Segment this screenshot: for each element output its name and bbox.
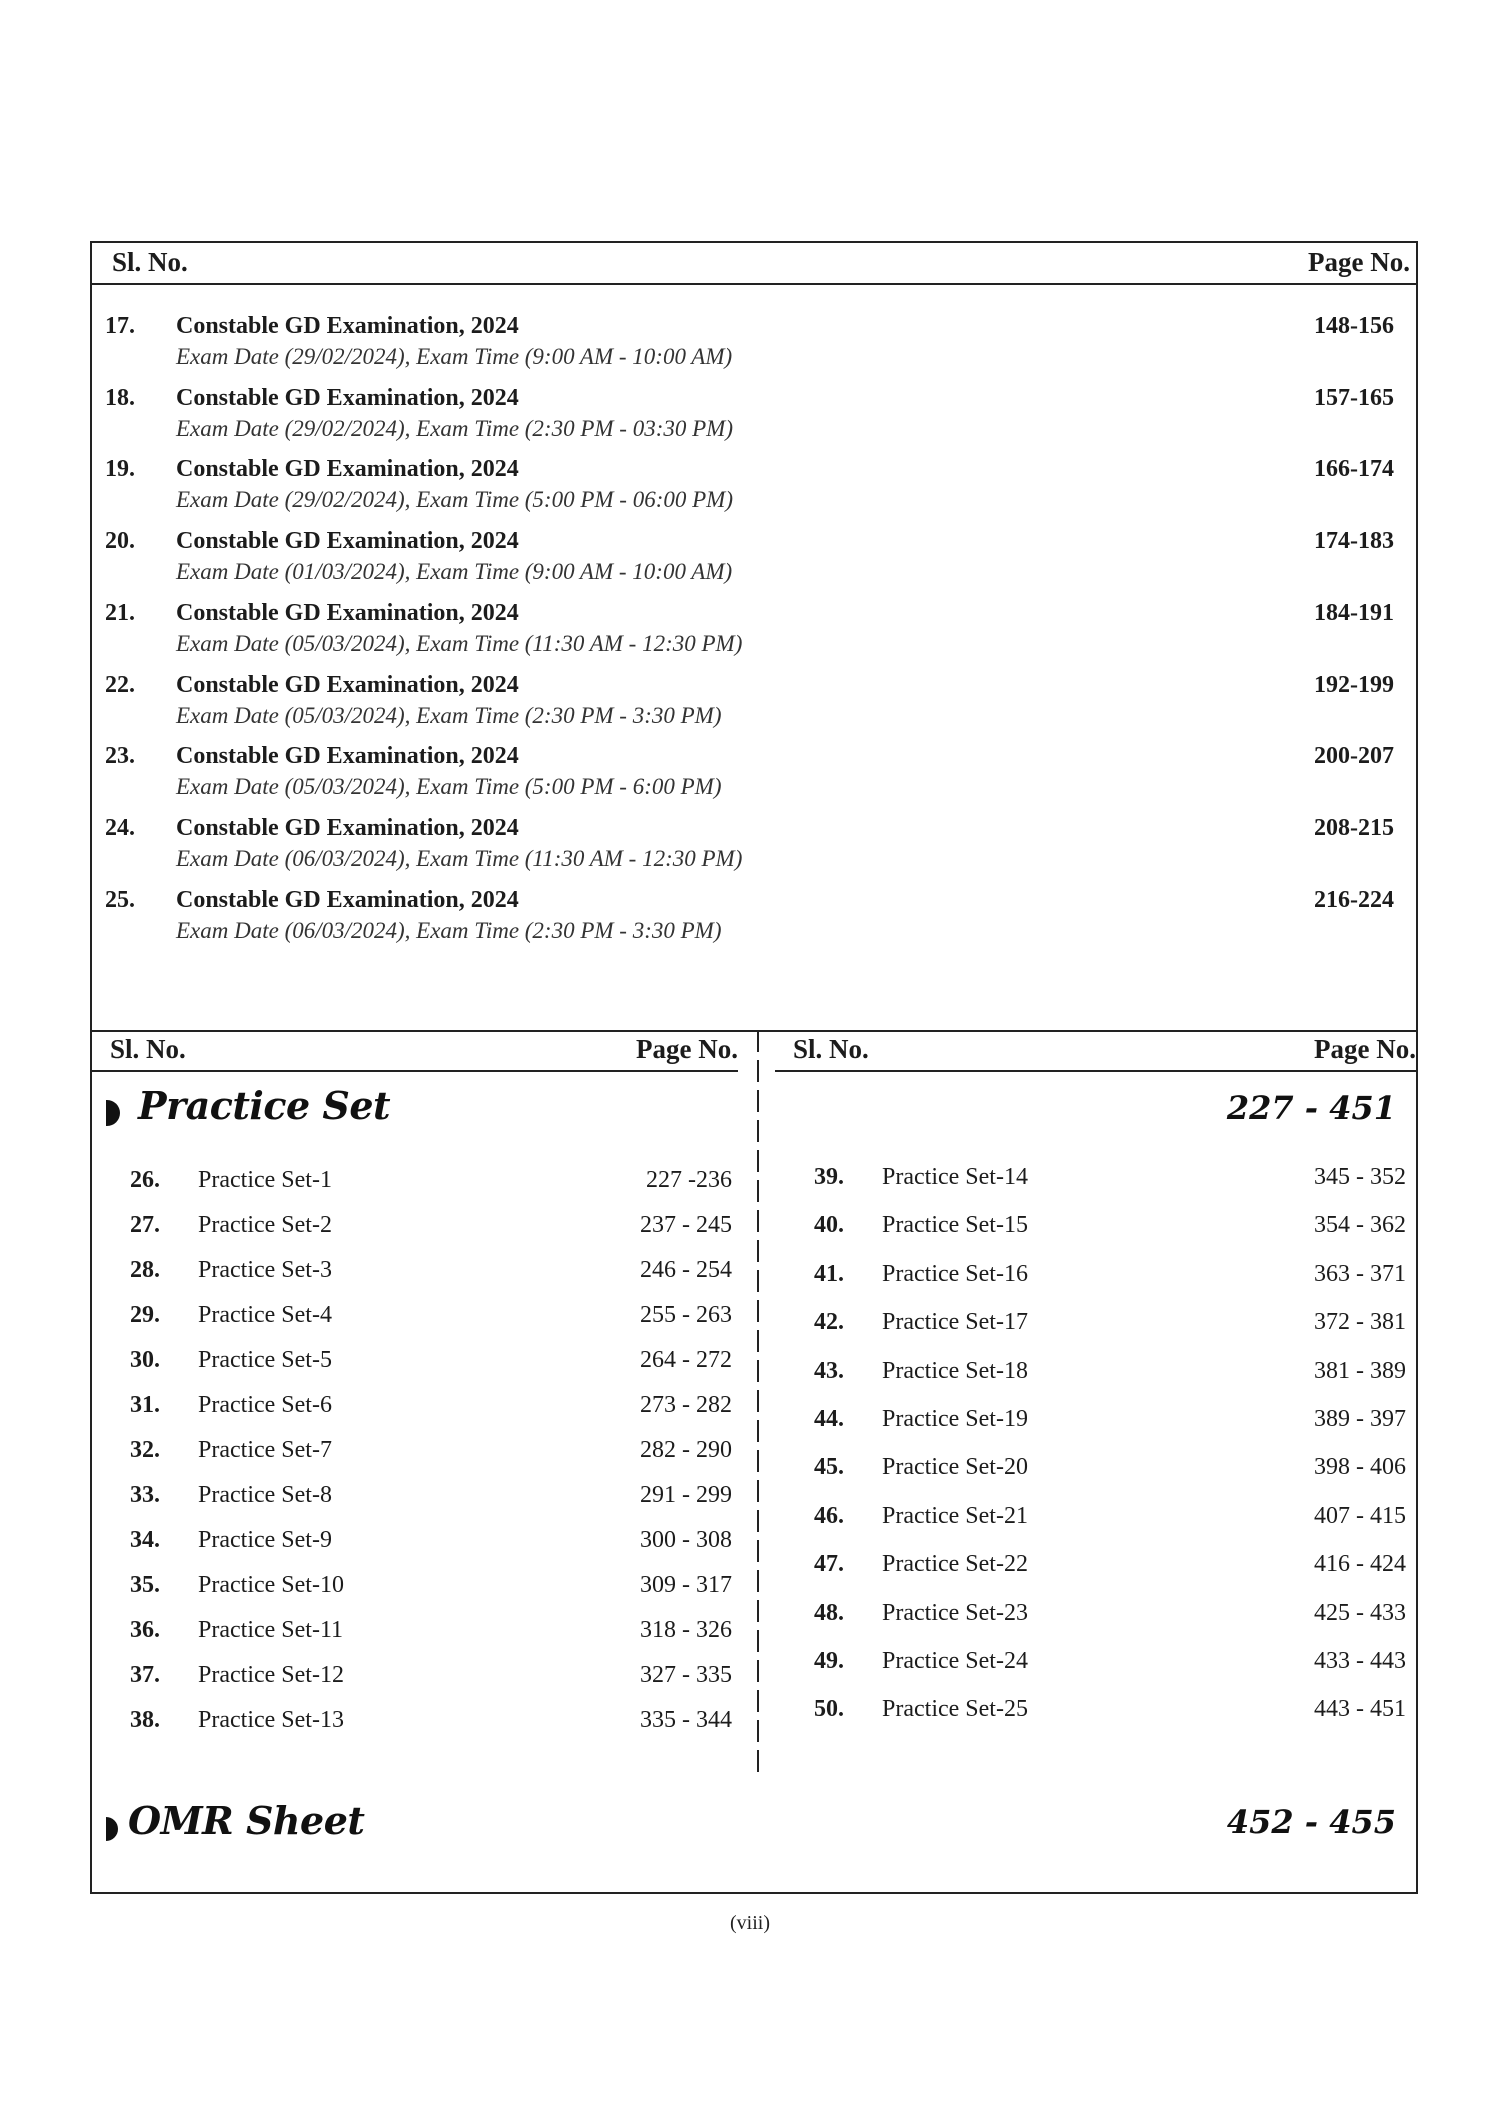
practice-set-pages: 433 - 443	[1314, 1648, 1406, 1674]
entry-number: 19.	[105, 456, 135, 483]
practice-set-pages: 264 - 272	[640, 1347, 732, 1373]
exam-entry	[92, 385, 1416, 455]
right-table-header	[775, 1030, 1416, 1072]
entry-number: 20.	[105, 528, 135, 555]
separator-dash	[757, 1210, 759, 1232]
sl-no-header: Sl. No.	[112, 247, 188, 277]
practice-set-row	[130, 1707, 732, 1743]
separator-dash	[757, 1060, 759, 1082]
practice-set-label: Practice Set-24	[882, 1648, 1028, 1674]
entry-title: Constable GD Examination, 2024	[176, 814, 519, 841]
page-no-header: Page No.	[636, 1034, 738, 1064]
entry-number: 18.	[105, 384, 135, 411]
practice-set-number: 34.	[130, 1527, 160, 1553]
practice-set-number: 27.	[130, 1212, 160, 1238]
practice-set-range: 227 - 451	[1226, 1089, 1396, 1127]
practice-set-pages: 443 - 451	[1314, 1696, 1406, 1723]
separator-dash	[757, 1630, 759, 1652]
practice-set-number: 44.	[814, 1406, 844, 1432]
practice-set-row	[814, 1551, 1406, 1587]
practice-set-label: Practice Set-9	[198, 1527, 332, 1553]
practice-set-pages: 282 - 290	[640, 1437, 732, 1463]
practice-set-number: 32.	[130, 1437, 160, 1463]
practice-set-number: 30.	[130, 1347, 160, 1373]
practice-set-row	[130, 1662, 732, 1698]
entry-title: Constable GD Examination, 2024	[176, 599, 519, 626]
separator-dash	[757, 1420, 759, 1442]
exam-entry	[92, 815, 1416, 885]
entry-subtitle: Exam Date (01/03/2024), Exam Time (9:00 AM - 10:00 AM)	[176, 559, 733, 585]
practice-set-label: Practice Set-2	[198, 1212, 332, 1238]
practice-set-label: Practice Set-8	[198, 1482, 332, 1508]
practice-set-number: 33.	[130, 1482, 160, 1508]
practice-set-pages: 309 - 317	[640, 1572, 732, 1598]
entry-subtitle: Exam Date (05/03/2024), Exam Time (5:00 PM - 6:00 PM)	[176, 774, 722, 800]
practice-set-label: Practice Set-14	[882, 1164, 1028, 1190]
separator-dash	[757, 1690, 759, 1712]
practice-set-label: Practice Set-3	[198, 1257, 332, 1283]
practice-set-pages: 227 -236	[646, 1167, 732, 1193]
entry-number: 24.	[105, 814, 135, 841]
practice-set-row	[814, 1358, 1406, 1394]
entry-pages: 208-215	[1314, 814, 1394, 841]
separator-dash	[757, 1390, 759, 1412]
entry-pages: 200-207	[1314, 743, 1394, 770]
practice-set-row	[130, 1572, 732, 1608]
practice-set-label: Practice Set-23	[882, 1599, 1028, 1626]
separator-dash	[757, 1720, 759, 1742]
practice-set-label: Practice Set-21	[882, 1502, 1028, 1529]
sl-no-header: Sl. No.	[110, 1034, 186, 1064]
separator-dash	[757, 1600, 759, 1622]
entry-pages: 184-191	[1314, 599, 1394, 626]
page-no-header: Page No.	[1314, 1034, 1416, 1064]
exam-table	[90, 241, 1418, 1031]
practice-set-row	[814, 1212, 1406, 1248]
practice-set-label: Practice Set-19	[882, 1406, 1028, 1432]
page-no-header: Page No.	[1308, 247, 1410, 277]
exam-entry	[92, 528, 1416, 598]
practice-set-pages: 246 - 254	[640, 1257, 732, 1283]
separator-dash	[757, 1570, 759, 1592]
practice-set-pages: 335 - 344	[640, 1707, 732, 1733]
practice-set-row	[814, 1600, 1406, 1636]
separator-dash	[757, 1360, 759, 1382]
entry-subtitle: Exam Date (05/03/2024), Exam Time (11:30 AM - 12:30 PM)	[176, 630, 743, 656]
practice-set-label: Practice Set-15	[882, 1212, 1028, 1239]
practice-set-pages: 237 - 245	[640, 1212, 732, 1238]
practice-set-number: 48.	[814, 1599, 844, 1626]
practice-set-pages: 291 - 299	[640, 1482, 732, 1508]
section-bullet-icon	[106, 1817, 118, 1841]
separator-dash	[757, 1450, 759, 1472]
exam-entry	[92, 456, 1416, 526]
practice-set-row	[130, 1167, 732, 1203]
entry-title: Constable GD Examination, 2024	[176, 886, 519, 913]
practice-set-label: Practice Set-16	[882, 1260, 1028, 1287]
separator-dash	[757, 1090, 759, 1112]
separator-dash	[757, 1510, 759, 1532]
practice-set-number: 28.	[130, 1257, 160, 1283]
entry-number: 22.	[105, 671, 135, 698]
page-number: (viii)	[730, 1912, 770, 1934]
sl-no-header: Sl. No.	[793, 1034, 869, 1064]
practice-set-label: Practice Set-1	[198, 1167, 332, 1193]
practice-set-number: 36.	[130, 1617, 160, 1643]
practice-set-pages: 255 - 263	[640, 1302, 732, 1328]
entry-title: Constable GD Examination, 2024	[176, 313, 519, 339]
practice-set-row	[814, 1696, 1406, 1732]
practice-set-row	[130, 1527, 732, 1563]
practice-set-number: 45.	[814, 1454, 844, 1481]
practice-set-number: 31.	[130, 1392, 160, 1418]
entry-pages: 148-156	[1314, 313, 1394, 339]
practice-set-pages: 398 - 406	[1314, 1454, 1406, 1481]
entry-number: 25.	[105, 886, 135, 913]
practice-set-row	[130, 1392, 732, 1428]
practice-set-row	[130, 1437, 732, 1473]
practice-set-label: Practice Set-7	[198, 1437, 332, 1463]
practice-set-number: 39.	[814, 1164, 844, 1190]
practice-set-label: Practice Set-12	[198, 1662, 344, 1688]
practice-set-row	[130, 1347, 732, 1383]
practice-set-pages: 300 - 308	[640, 1527, 732, 1553]
practice-set-pages: 354 - 362	[1314, 1212, 1406, 1239]
practice-set-row	[130, 1257, 732, 1293]
practice-set-row	[814, 1164, 1406, 1200]
separator-dash	[757, 1660, 759, 1682]
practice-set-label: Practice Set-20	[882, 1454, 1028, 1481]
entry-title: Constable GD Examination, 2024	[176, 384, 519, 411]
practice-set-row	[130, 1617, 732, 1653]
entry-pages: 174-183	[1314, 528, 1394, 555]
practice-set-pages: 273 - 282	[640, 1392, 732, 1418]
practice-set-number: 26.	[130, 1167, 160, 1193]
practice-set-number: 40.	[814, 1212, 844, 1239]
separator-dash	[757, 1240, 759, 1262]
practice-set-pages: 425 - 433	[1314, 1599, 1406, 1626]
entry-pages: 157-165	[1314, 384, 1394, 411]
separator-dash	[757, 1030, 759, 1052]
practice-set-pages: 407 - 415	[1314, 1502, 1406, 1529]
practice-set-number: 42.	[814, 1309, 844, 1336]
practice-set-label: Practice Set-17	[882, 1309, 1028, 1336]
practice-set-row	[814, 1406, 1406, 1442]
entry-subtitle: Exam Date (29/02/2024), Exam Time (5:00 PM - 06:00 PM)	[176, 487, 733, 513]
practice-table	[90, 1030, 1418, 1894]
practice-set-title: Practice Set	[138, 1083, 391, 1128]
exam-entry	[92, 600, 1416, 670]
omr-sheet-range: 452 - 455	[1226, 1803, 1396, 1841]
practice-set-label: Practice Set-10	[198, 1572, 344, 1598]
practice-set-number: 43.	[814, 1357, 844, 1384]
section-bullet-icon	[106, 1100, 120, 1126]
practice-set-row	[814, 1309, 1406, 1345]
practice-set-label: Practice Set-22	[882, 1551, 1028, 1578]
entry-number: 23.	[105, 743, 135, 770]
separator-dash	[757, 1120, 759, 1142]
exam-entry	[92, 743, 1416, 813]
practice-set-row	[814, 1261, 1406, 1297]
practice-set-pages: 389 - 397	[1314, 1406, 1406, 1432]
separator-dash	[757, 1750, 759, 1772]
practice-set-row	[814, 1454, 1406, 1490]
practice-set-number: 47.	[814, 1551, 844, 1578]
entry-title: Constable GD Examination, 2024	[176, 528, 519, 555]
exam-entry	[92, 672, 1416, 742]
exam-entry	[92, 313, 1416, 383]
left-table-header	[92, 1030, 738, 1072]
omr-sheet-title: OMR Sheet	[128, 1798, 365, 1843]
entry-subtitle: Exam Date (06/03/2024), Exam Time (11:30 AM - 12:30 PM)	[176, 845, 743, 871]
practice-set-pages: 416 - 424	[1314, 1551, 1406, 1578]
separator-dash	[757, 1330, 759, 1352]
practice-set-pages: 345 - 352	[1314, 1164, 1406, 1190]
table-header	[92, 243, 1416, 285]
practice-set-number: 46.	[814, 1502, 844, 1529]
practice-set-label: Practice Set-11	[198, 1617, 344, 1643]
practice-set-row	[130, 1482, 732, 1518]
practice-set-pages: 372 - 381	[1314, 1309, 1406, 1336]
practice-set-label: Practice Set-13	[198, 1707, 344, 1733]
practice-set-row	[814, 1503, 1406, 1539]
practice-set-label: Practice Set-4	[198, 1302, 332, 1328]
practice-set-pages: 363 - 371	[1314, 1260, 1406, 1287]
entry-number: 17.	[105, 313, 135, 339]
practice-set-number: 38.	[130, 1707, 160, 1733]
entry-subtitle: Exam Date (29/02/2024), Exam Time (9:00 AM - 10:00 AM)	[176, 344, 733, 369]
separator-dash	[757, 1270, 759, 1292]
separator-dash	[757, 1300, 759, 1322]
practice-set-row	[130, 1212, 732, 1248]
separator-dash	[757, 1480, 759, 1502]
practice-set-pages: 381 - 389	[1314, 1357, 1406, 1384]
practice-set-row	[130, 1302, 732, 1338]
practice-set-pages: 318 - 326	[640, 1617, 732, 1643]
entry-title: Constable GD Examination, 2024	[176, 456, 519, 483]
entry-subtitle: Exam Date (05/03/2024), Exam Time (2:30 PM - 3:30 PM)	[176, 702, 722, 728]
separator-dash	[757, 1180, 759, 1202]
entry-title: Constable GD Examination, 2024	[176, 743, 519, 770]
entry-pages: 192-199	[1314, 671, 1394, 698]
practice-set-row	[814, 1648, 1406, 1684]
practice-set-number: 29.	[130, 1302, 160, 1328]
practice-set-number: 41.	[814, 1260, 844, 1287]
entry-pages: 216-224	[1314, 886, 1394, 913]
practice-set-number: 37.	[130, 1662, 160, 1688]
practice-set-label: Practice Set-25	[882, 1696, 1028, 1723]
separator-dash	[757, 1150, 759, 1172]
practice-set-label: Practice Set-18	[882, 1357, 1028, 1384]
practice-set-pages: 327 - 335	[640, 1662, 732, 1688]
entry-pages: 166-174	[1314, 456, 1394, 483]
practice-set-label: Practice Set-5	[198, 1347, 332, 1373]
separator-dash	[757, 1540, 759, 1562]
entry-subtitle: Exam Date (06/03/2024), Exam Time (2:30 PM - 3:30 PM)	[176, 917, 722, 943]
practice-set-number: 49.	[814, 1648, 844, 1674]
practice-set-number: 35.	[130, 1572, 160, 1598]
practice-set-label: Practice Set-6	[198, 1392, 332, 1418]
practice-set-number: 50.	[814, 1696, 844, 1723]
entry-subtitle: Exam Date (29/02/2024), Exam Time (2:30 PM - 03:30 PM)	[176, 415, 733, 441]
entry-number: 21.	[105, 599, 135, 626]
entry-title: Constable GD Examination, 2024	[176, 671, 519, 698]
exam-entry	[92, 887, 1416, 957]
